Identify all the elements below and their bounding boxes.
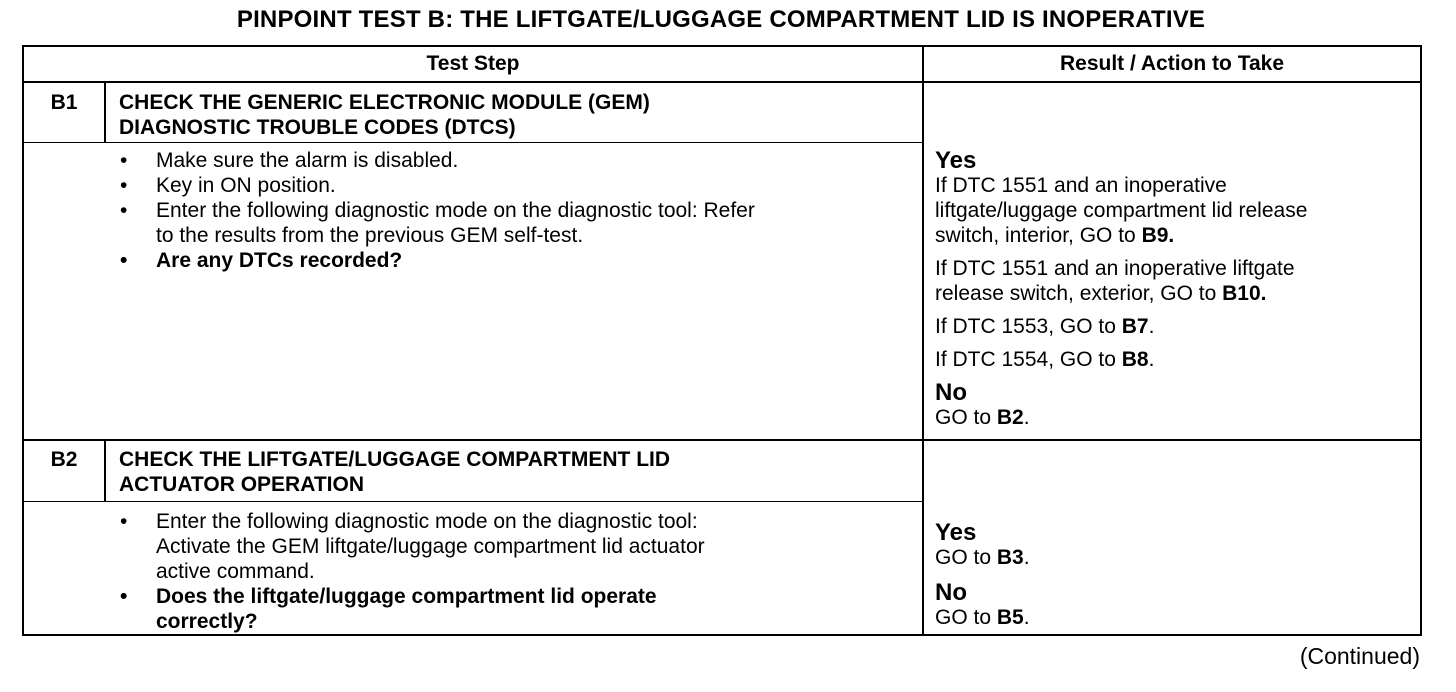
result-b2 (935, 520, 1415, 630)
document-title: PINPOINT TEST B: THE LIFTGATE/LUGGAGE COMPARTMENT LID IS INOPERATIVE (236, 6, 1206, 33)
no-label: No (935, 379, 967, 406)
no-item: GO to B5. (935, 606, 1030, 629)
step-title-divider-b2 (24, 501, 922, 502)
yes-label: Yes (935, 147, 977, 174)
step-title-b1-line1: CHECK THE GENERIC ELECTRONIC MODULE (GEM) (119, 91, 650, 114)
yes-item: If DTC 1553, GO to B7. (935, 315, 1155, 338)
step-id-divider-b1 (104, 83, 106, 142)
step-instructions-b2 (118, 509, 918, 634)
header-test-step: Test Step (426, 52, 520, 75)
yes-label: Yes (935, 519, 977, 546)
step-id-b1: B1 (50, 91, 78, 114)
step-title-divider-b1 (24, 142, 922, 143)
bullet-item: • Key in ON position. (118, 173, 918, 198)
step-id-b2: B2 (50, 448, 78, 471)
step-title-b1-line2: DIAGNOSTIC TROUBLE CODES (DTCS) (119, 116, 516, 139)
yes-item: If DTC 1551 and an inoperative liftgate/luggage compartment lid release switch, interior, GO to B9. (935, 174, 1308, 247)
step-title-b1 (119, 90, 909, 140)
step-title-b2 (119, 447, 909, 497)
yes-item: GO to B3. (935, 546, 1030, 569)
no-item: GO to B2. (935, 406, 1030, 429)
bullet-item: • Enter the following diagnostic mode on the diagnostic tool: Refer to the results from the previous GEM self-test. (118, 198, 918, 248)
step-title-b2-line1: CHECK THE LIFTGATE/LUGGAGE COMPARTMENT LID (119, 448, 671, 471)
bullet-item-question: • Are any DTCs recorded? (118, 248, 918, 273)
yes-item: If DTC 1551 and an inoperative liftgate release switch, exterior, GO to B10. (935, 257, 1295, 305)
result-b1 (935, 148, 1415, 430)
row-divider-b1-b2 (24, 439, 1420, 441)
no-label: No (935, 579, 967, 606)
bullet-item: • Make sure the alarm is disabled. (118, 148, 918, 173)
step-title-b2-line2: ACTUATOR OPERATION (119, 473, 364, 496)
bullet-item-question: • Does the liftgate/luggage compartment lid operate correctly? (118, 584, 918, 634)
pinpoint-test-table (22, 45, 1422, 636)
bullet-item: • Enter the following diagnostic mode on the diagnostic tool: Activate the GEM liftgate/luggage compartment lid actuator active command. (118, 509, 918, 584)
step-id-divider-b2 (104, 441, 106, 501)
column-divider (922, 47, 924, 636)
yes-item: If DTC 1554, GO to B8. (935, 348, 1155, 371)
step-instructions-b1 (118, 148, 918, 273)
header-result-action: Result / Action to Take (1059, 52, 1285, 75)
continued-label: (Continued) (1299, 643, 1420, 669)
header-divider (24, 81, 1420, 83)
